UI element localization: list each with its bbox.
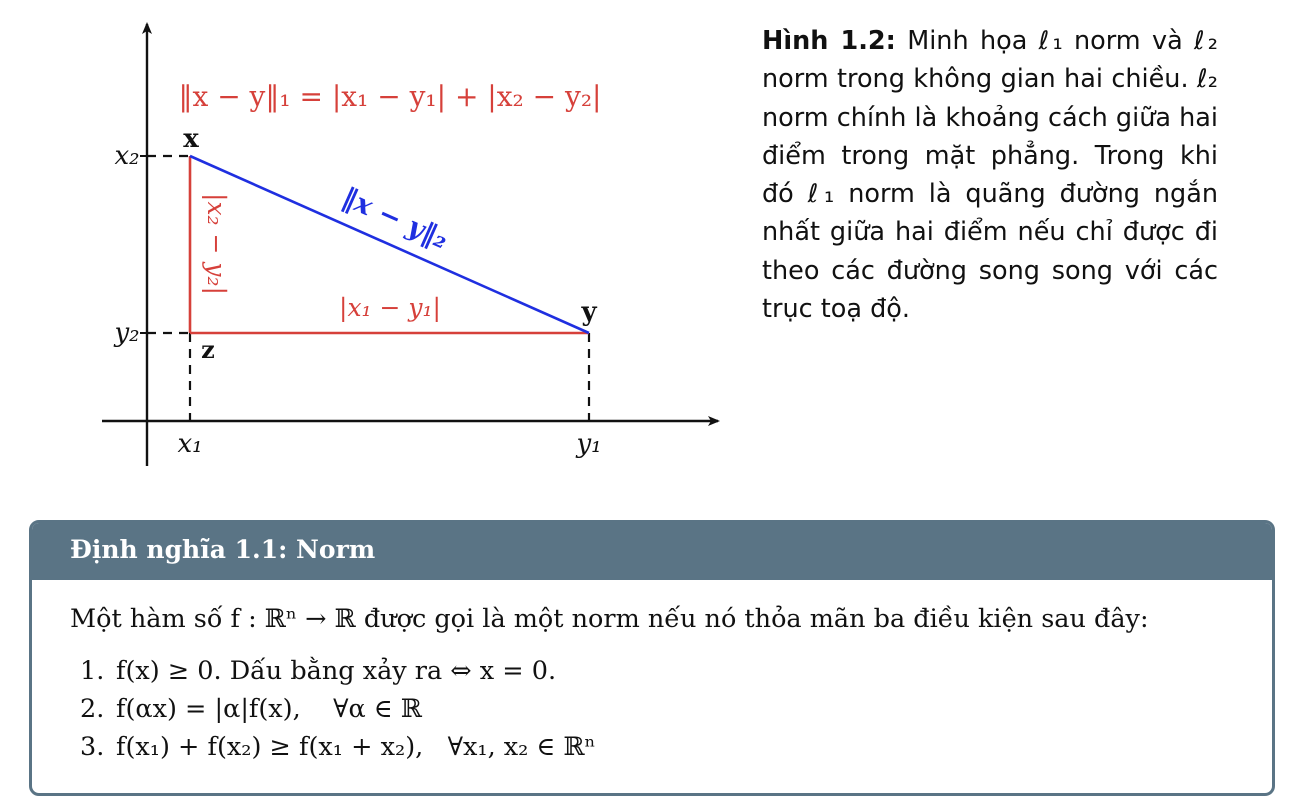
tick-label-y1: y₁ [576, 429, 602, 459]
condition-text: f(x₁) + f(x₂) ≥ f(x₁ + x₂), ∀x₁, x₂ ∈ ℝⁿ [116, 732, 596, 762]
l2-label: ‖x − y‖₂ [337, 181, 453, 256]
norm-illustration [0, 0, 740, 500]
definition-box [29, 520, 1275, 796]
condition-number: 3. [80, 732, 105, 762]
point-z-label: z [201, 335, 215, 364]
figure-caption [762, 22, 1218, 328]
definition-title: Định nghĩa 1.1: Norm [32, 523, 1272, 580]
caption-label: Hình 1.2: [762, 26, 896, 56]
l1-formula: ‖x − y‖₁ = |x₁ − y₁| + |x₂ − y₂| [178, 80, 602, 113]
definition-intro: Một hàm số f : ℝⁿ → ℝ được gọi là một norm nếu nó thỏa mãn ba điều kiện sau đây: [70, 604, 1149, 634]
tick-label-y2: y₂ [114, 318, 140, 348]
tick-label-x1: x₁ [177, 429, 203, 459]
point-x-label: x [183, 124, 199, 154]
tick-label-x2: x₂ [114, 141, 140, 171]
point-y-label: y [581, 297, 597, 327]
condition-item [70, 652, 1272, 690]
definition-body [32, 580, 1272, 766]
condition-text: f(αx) = |α|f(x), ∀α ∈ ℝ [116, 694, 423, 724]
condition-number: 1. [80, 656, 105, 686]
condition-number: 2. [80, 694, 105, 724]
condition-item [70, 690, 1272, 728]
condition-text: f(x) ≥ 0. Dấu bằng xảy ra ⇔ x = 0. [116, 656, 557, 686]
horizontal-diff-label: |x₁ − y₁| [339, 293, 441, 322]
condition-item [70, 728, 1272, 766]
caption-text: Minh họa ℓ₁ norm và ℓ₂ norm trong không gian hai chiều. ℓ₂ norm chính là khoảng cách giữa hai điểm trong mặt phẳng. Trong khi đó ℓ₁ norm là quãng đường ngắn nhất giữa hai điểm nếu chỉ được đi theo các đường song song với các trục toạ độ. [762, 26, 1219, 325]
definition-conditions [70, 652, 1272, 766]
vertical-diff-label: |x₂ − y₂| [202, 193, 231, 295]
